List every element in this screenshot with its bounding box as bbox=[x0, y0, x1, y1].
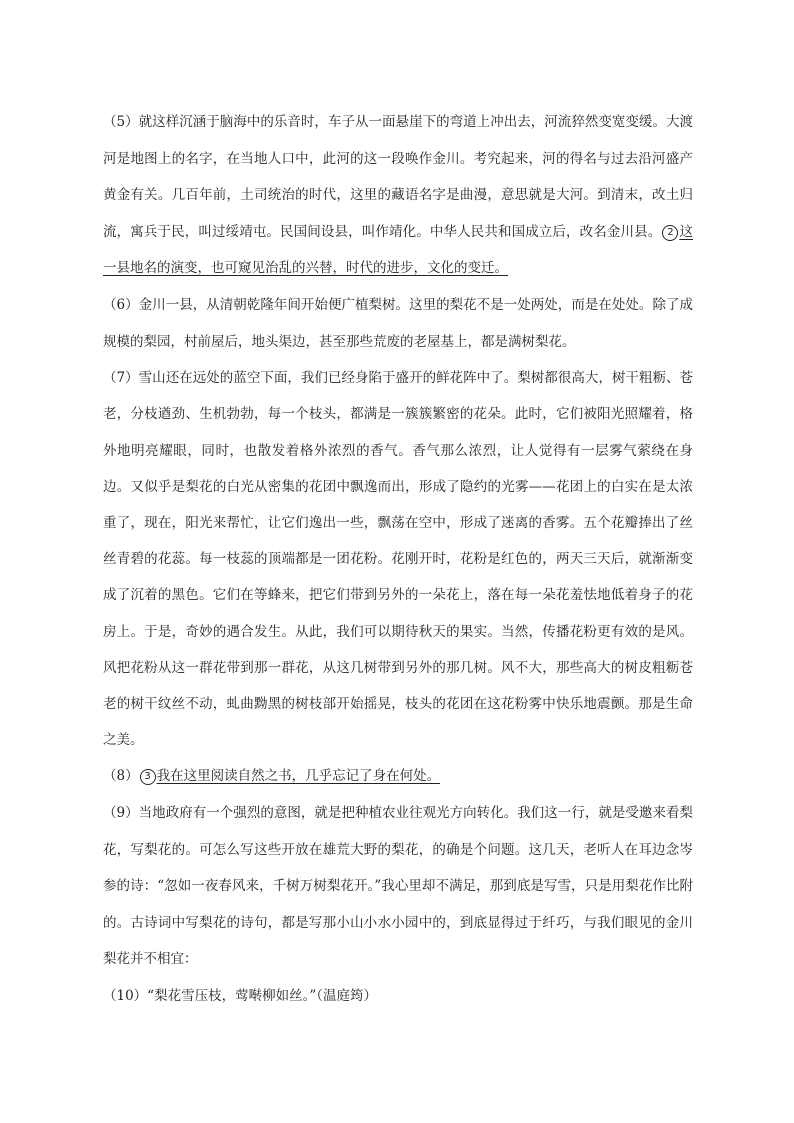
paragraph-10 bbox=[103, 978, 693, 1015]
paragraph-6 bbox=[103, 287, 693, 360]
paragraph-8-prefix: （8） bbox=[103, 768, 139, 785]
paragraph-8 bbox=[103, 758, 693, 795]
paragraph-7-text: （7）雪山还在远处的蓝空下面，我们已经身陷于盛开的鲜花阵中了。梨树都很高大，树干粗粝、苍老，分枝遒劲、生机勃勃，每一个枝头，都满是一簇簇繁密的花朵。此时，它们被阳光照耀着，格外地明亮耀眼，同时，也散发着格外浓烈的香气。香气那么浓烈，让人觉得有一层雾气萦绕在身边。又似乎是梨花的白光从密集的花团中飘逸而出，形成了隐约的光雾——花团上的白实在是太浓重了，现在，阳光来帮忙，让它们逸出一些，飘荡在空中，形成了迷离的香雾。五个花瓣捧出了丝丝青碧的花蕊。每一枝蕊的顶端都是一团花粉。花刚开时，花粉是红色的，两天三天后，就渐渐变成了沉着的黑色。它们在等蜂来，把它们带到另外的一朵花上，落在每一朵花羞怯地低着身子的花房上。于是，奇妙的遇合发生。从此，我们可以期待秋天的果实。当然，传播花粉更有效的是风。风把花粉从这一群花带到那一群花，从这几树带到另外的那几树。风不大，那些高大的树皮粗粝苍老的树干纹丝不动，虬曲黝黑的树枝部开始摇晃，枝头的花团在这花粉雾中快乐地震颤。那是生命之美。 bbox=[103, 370, 693, 749]
underlined-sentence-3: 我在这里阅读自然之书，几乎忘记了身在何处。 bbox=[156, 768, 441, 785]
paragraph-9-text: （9）当地政府有一个强烈的意图，就是把种植农业往观光方向转化。我们这一行，就是受邀来看梨花，写梨花的。可怎么写这些开放在雄荒大野的梨花，的确是个问题。这几天，老听人在耳边念岑参的诗：“忽如一夜春风来，千树万树梨花开。”我心里却不满足，那到底是写雪，只是用梨花作比附的。古诗词中写梨花的诗句，都是写那小山小水小园中的，到底显得过于纤巧，与我们眼见的金川梨花并不相宜： bbox=[103, 804, 693, 968]
circled-number-3: 3 bbox=[140, 769, 156, 785]
circled-number-2: 2 bbox=[662, 225, 678, 241]
paragraph-9 bbox=[103, 795, 693, 978]
paragraph-10-text: （10）“梨花雪压枝，莺啭柳如丝。”（温庭筠） bbox=[103, 987, 377, 1004]
paragraph-5-text: （5）就这样沉涵于脑海中的乐音时，车子从一面悬崖下的弯道上冲出去，河流猝然变宽变缓。大渡河是地图上的名字，在当地人口中，此河的这一段唤作金川。考究起来，河的得名与过去沿河盛产黄金有关。几百年前，土司统治的时代，这里的藏语名字是曲漫，意思就是大河。到清末，改土归流，寓兵于民，叫过绥靖屯。民国间设县，叫作靖化。中华人民共和国成立后，改名金川县。 bbox=[103, 114, 693, 240]
underlined-sentence-2: 这一县地名的演变，也可窥见治乱的兴替，时代的进步，文化的变迁。 bbox=[103, 223, 694, 277]
paragraph-6-text: （6）金川一县，从清朝乾隆年间开始便广植梨树。这里的梨花不是一处两处，而是在处处。除了成规模的梨园，村前屋后，地头渠边，甚至那些荒废的老屋基上，都是满树梨花。 bbox=[103, 296, 693, 350]
paragraph-5 bbox=[103, 104, 693, 287]
paragraph-7 bbox=[103, 360, 693, 758]
document-page bbox=[103, 104, 693, 1015]
